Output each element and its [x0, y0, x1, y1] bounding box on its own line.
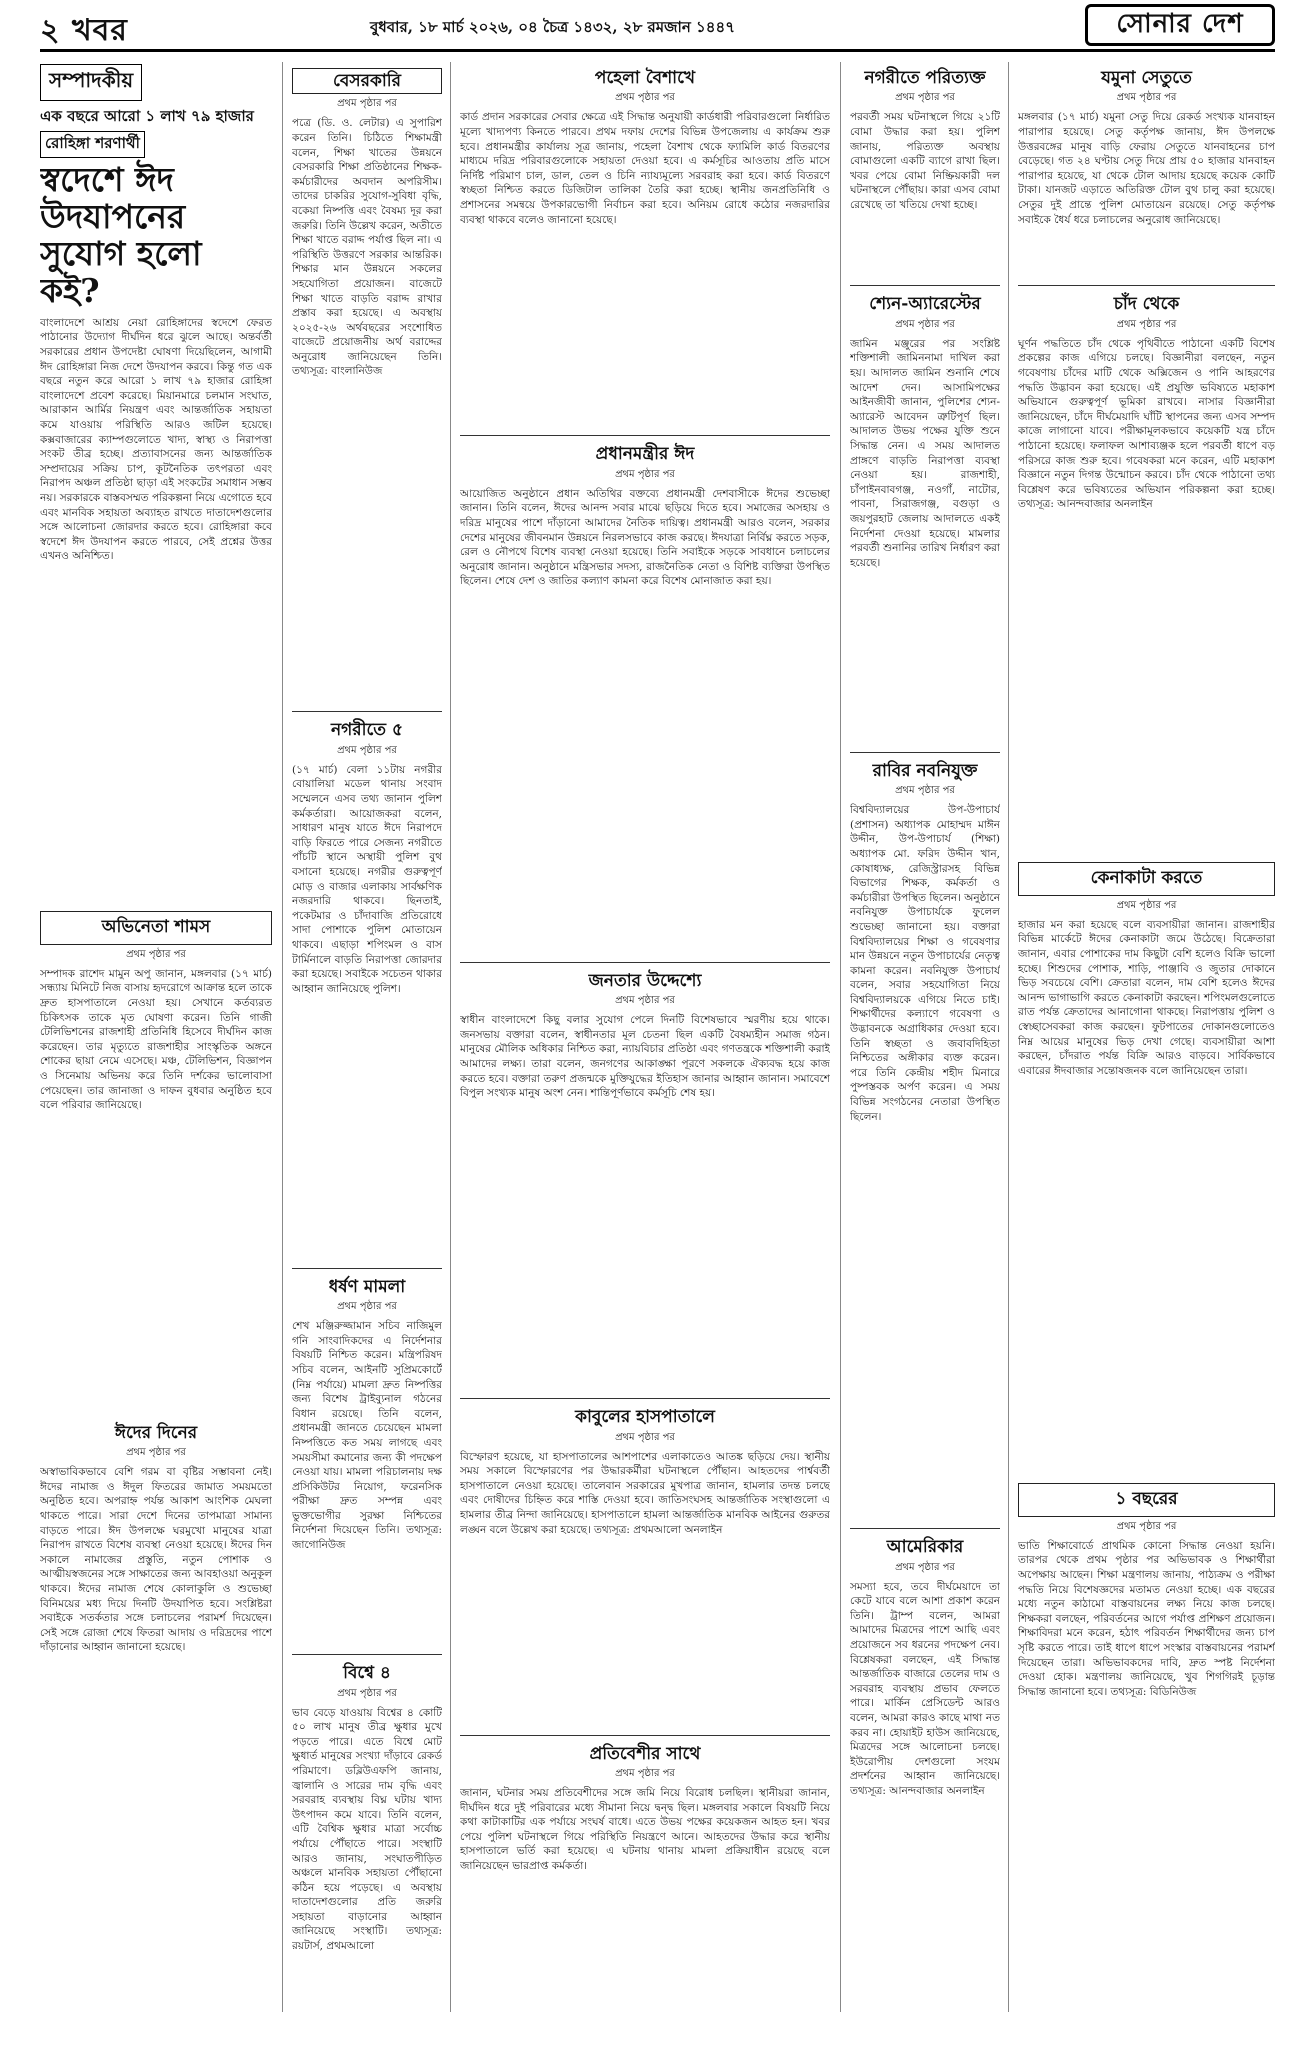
- article-body: শেখ মঞ্জিরুজ্জামান সচিব নাজিমুল গনি সাংবাদিকদের এ নির্দেশনার বিষয়টি নিশ্চিত করেন। মন্ত্রিপরিষদ সচিব বলেন, আইনটি সুপ্রিমকোর্টে (নিম্ন পর্যায়ে) মামলা দ্রুত নিষ্পত্তির জন্য বিশেষ ট্রাইব্যুনাল গঠনের বিধান রয়েছে। তিনি বলেন, প্রধানমন্ত্রী জানতে চেয়েছেন মামলা নিষ্পত্তিতে কত সময় লাগছে এবং সময়সীমা কমানোর জন্য কী পদক্ষেপ নেওয়া যায়। মামলা পরিচালনায় দক্ষ প্রসিকিউটর নিয়োগ, ফরেনসিক পরীক্ষা দ্রুত সম্পন্ন এবং ভুক্তভোগীর সুরক্ষা নিশ্চিতের নির্দেশনা দিয়েছেন তিনি। তথ্যসূত্র: জাগোনিউজ: [292, 1320, 442, 1552]
- article-title: নগরীতে পরিত্যক্ত: [864, 68, 986, 88]
- article-title: ঈদের দিনের: [114, 1422, 198, 1443]
- continued-label: প্রথম পৃষ্ঠার পর: [337, 1687, 397, 1699]
- article-body: ভাব বেড়ে যাওয়ায় বিশ্বের ৪ কোটি ৫০ লাখ মানুষ তীব্র ক্ষুধার মুখে পড়তে পারে। এতে বিশ্বে মোট ক্ষুধার্ত মানুষের সংখ্যা দাঁড়াবে রেকর্ড পরিমাণে। ডব্লিউএফপি জানায়, জ্বালানি ও সারের দাম বৃদ্ধি এবং সরবরাহ ব্যবস্থায় বিঘ্ন ঘটায় খাদ্য উৎপাদন কমে যাবে। তিনি বলেন, এটি বৈশ্বিক ক্ষুধার মাত্রা সর্বোচ্চ পর্যায়ে পৌঁছাতে পারে। সংস্থাটি আরও জানায়, সংঘাতপীড়িত অঞ্চলে মানবিক সহায়তা পৌঁছানো কঠিন হয়ে পড়েছে। এ অবস্থায় দাতাদেশগুলোর প্রতি জরুরি সহায়তা বাড়ানোর আহ্বান জানিয়েছে সংস্থাটি। তথ্যসূত্র: রয়টার্স, প্রথমআলো: [292, 1706, 442, 1953]
- article-body: স্বাধীন বাংলাদেশে কিছু বলার সুযোগ পেলে দিনটি বিশেষভাবে স্মরণীয় হয়ে থাকে। জনসভায় বক্তারা বলেন, স্বাধীনতার মূল চেতনা ছিল একটি বৈষম্যহীন সমাজ গঠন। মানুষের মৌলিক অধিকার নিশ্চিত করা, ন্যায়বিচার প্রতিষ্ঠা এবং গণতন্ত্রকে শক্তিশালী করাই আমাদের লক্ষ্য। তারা বলেন, জনগণের আকাঙ্ক্ষা পূরণে সকলকে ঐক্যবদ্ধ হয়ে কাজ করতে হবে। বক্তারা তরুণ প্রজন্মকে মুক্তিযুদ্ধের ইতিহাস জানার আহ্বান জানান। সমাবেশে বিপুল সংখ্যক মানুষ অংশ নেন। শান্তিপূর্ণভাবে কর্মসূচি শেষ হয়।: [460, 1014, 830, 1100]
- column-4: [850, 62, 1000, 2012]
- article-obhineta: [40, 906, 272, 1417]
- article-pohela: [460, 62, 830, 430]
- article-title: শ্যেন-অ্যারেস্টের: [869, 294, 981, 315]
- continued-label: প্রথম পৃষ্ঠার পর: [126, 948, 186, 960]
- article-title: বেসরকারি: [292, 68, 442, 94]
- continued-label: প্রথম পৃষ্ঠার পর: [126, 1447, 186, 1459]
- continued-label: প্রথম পৃষ্ঠার পর: [895, 92, 955, 104]
- article-title: বিশ্বে ৪: [343, 1663, 391, 1684]
- continued-label: প্রথম পৃষ্ঠার পর: [895, 785, 955, 797]
- article-body: পরবর্তী সময় ঘটনাস্থলে গিয়ে ২১টি বোমা উদ্ধার করা হয়। পুলিশ জানায়, পরিত্যক্ত অবস্থায় বোমাগুলো একটি ব্যাগে রাখা ছিল। খবর পেয়ে বোমা নিষ্ক্রিয়কারী দল ঘটনাস্থলে পৌঁছায়। কারা এসব বোমা রেখেছে তা খতিয়ে দেখা হচ্ছে।: [850, 111, 1000, 211]
- article-bisshe4: [292, 1657, 442, 2012]
- continued-label: প্রথম পৃষ্ঠার পর: [337, 744, 397, 756]
- article-kenakata: [1018, 857, 1275, 1478]
- article-title: পহেলা বৈশাখে: [594, 68, 696, 88]
- continued-label: প্রথম পৃষ্ঠার পর: [1116, 899, 1177, 911]
- article-eid-diner: [40, 1417, 272, 2012]
- article-body: জামিন মঞ্জুরের পর সংশ্লিষ্ট শক্তিশালী জামিননামা দাখিল করা হয়। আদালত জামিন শুনানি শেষে আদেশ দেন। আসামিপক্ষের আইনজীবী জানান, পুলিশের শ্যেন-অ্যারেস্ট আবেদন ত্রুটিপূর্ণ ছিল। আদালত উভয় পক্ষের যুক্তি শুনে সিদ্ধান্ত নেন। এ সময় আদালত প্রাঙ্গণে বাড়তি নিরাপত্তা ব্যবস্থা নেওয়া হয়। রাজশাহী, চাঁপাইনবাবগঞ্জ, নওগাঁ, নাটোর, পাবনা, সিরাজগঞ্জ, বগুড়া ও জয়পুরহাট জেলায় আদালতে একই নির্দেশনা দেওয়া হয়েছে। মামলার পরবর্তী শুনানির তারিখ নির্ধারণ করা হয়েছে।: [850, 337, 1000, 569]
- column-2: [292, 62, 442, 2012]
- column-rule: [840, 62, 841, 2012]
- article-shyen: [850, 288, 1000, 746]
- page-header: [40, 0, 1275, 52]
- column-rule: [450, 62, 451, 2012]
- editorial-box: [40, 62, 272, 906]
- article-title: চাঁদ থেকে: [1113, 294, 1180, 315]
- continued-label: প্রথম পৃষ্ঠার পর: [615, 92, 675, 104]
- article-jomuna: [1018, 62, 1275, 280]
- article-kabul: [460, 1401, 830, 1729]
- article-title: প্রতিবেশীর সাথে: [589, 1743, 701, 1764]
- continued-label: প্রথম পৃষ্ঠার পর: [615, 468, 675, 480]
- article-title: রাবির নবনিযুক্ত: [872, 760, 978, 781]
- article-body: কার্ড প্রদান সরকারের সেবার ক্ষেত্রে এই সিদ্ধান্ত অনুযায়ী কার্ডধারী পরিবারগুলো নির্ধারিত মূল্যে খাদ্যপণ্য কিনতে পারবে। প্রথম দফায় দেশের বিভিন্ন উপজেলায় এ কার্যক্রম শুরু হবে। প্রধানমন্ত্রীর কার্যালয় সূত্র জানায়, পহেলা বৈশাখ থেকে ফ্যামিলি কার্ড বিতরণের মাধ্যমে দরিদ্র পরিবারগুলোকে সহায়তা দেওয়া হবে। এ কর্মসূচির আওতায় প্রতি মাসে নির্দিষ্ট পরিমাণ চাল, ডাল, তেল ও চিনি ন্যায্যমূল্যে সরবরাহ করা হবে। কার্ড বিতরণে স্বচ্ছতা নিশ্চিত করতে ডিজিটাল তালিকা তৈরি করা হচ্ছে। স্থানীয় জনপ্রতিনিধি ও প্রশাসনের সমন্বয়ে উপকারভোগী নির্বাচন করা হবে। অনিয়ম রোধে কঠোর নজরদারির ব্যবস্থা থাকবে বলেও জানানো হয়েছে।: [460, 111, 830, 226]
- article-besorkari: [292, 62, 442, 706]
- continued-label: প্রথম পৃষ্ঠার পর: [895, 318, 955, 330]
- article-body: সম্পাদক রাশেদ মামুন অপু জানান, মঙ্গলবার (১৭ মার্চ) সন্ধ্যায় মিনিটে নিজ বাসায় হৃদরোগে আক্রান্ত হলে তাকে দ্রুত হাসপাতালে নেওয়া হয়। সেখানে কর্তব্যরত চিকিৎসক তাকে মৃত ঘোষণা করেন। তিনি গাজী টেলিভিশনের রাজশাহী প্রতিনিধি হিসেবে দীর্ঘদিন কাজ করেছেন। তার মৃত্যুতে রাজশাহীর সাংস্কৃতিক অঙ্গনে শোকের ছায়া নেমে এসেছে। মঞ্চ, টেলিভিশন, বিজ্ঞাপন ও সিনেমায় অভিনয় করে তিনি দর্শকের ভালোবাসা পেয়েছেন। তার জানাজা ও দাফন বুধবার অনুষ্ঠিত হবে বলে পরিবার জানিয়েছে।: [40, 967, 272, 1112]
- masthead-logo: সোনার দেশ: [1085, 4, 1275, 46]
- article-title: যমুনা সেতুতে: [1101, 68, 1192, 88]
- editorial-body: বাংলাদেশে আশ্রয় নেয়া রোহিঙ্গাদের স্বদেশে ফেরত পাঠানোর উদ্যোগ দীর্ঘদিন ধরে ঝুলে আছে। অন্তর্বর্তী সরকারের প্রধান উপদেষ্টা ঘোষণা দিয়েছিলেন, আগামী ঈদ রোহিঙ্গারা নিজ দেশে উদযাপন করবে। কিন্তু গত এক বছরে নতুন করে আরো ১ লাখ ৭৯ হাজার রোহিঙ্গা বাংলাদেশে প্রবেশ করেছে। মিয়ানমারে চলমান সংঘাত, আরাকান আর্মির নিয়ন্ত্রণ এবং আন্তর্জাতিক সহায়তা কমে যাওয়ায় পরিস্থিতি আরও জটিল হয়েছে। কক্সবাজারের ক্যাম্পগুলোতে খাদ্য, স্বাস্থ্য ও নিরাপত্তা সংকট তীব্র হচ্ছে। প্রত্যাবাসনের জন্য আন্তর্জাতিক সম্প্রদায়ের সক্রিয় চাপ, কূটনৈতিক তৎপরতা এবং নিরাপদ অঞ্চল প্রতিষ্ঠা ছাড়া এই সংকটের সমাধান সম্ভব নয়। সরকারকে বাস্তবসম্মত পরিকল্পনা নিয়ে এগোতে হবে এবং মানবিক সহায়তা অব্যাহত রাখতে দাতাদেশগুলোর সঙ্গে আলোচনা জোরদার করতে হবে। রোহিঙ্গারা কবে স্বদেশে ঈদ উদযাপন করতে পারবে, সেই প্রশ্নের উত্তর এখনও অনিশ্চিত।: [40, 316, 272, 563]
- article-title: ১ বছরের: [1018, 1483, 1275, 1517]
- column-1: [40, 62, 272, 2012]
- article-title: প্রধানমন্ত্রীর ঈদ: [595, 444, 695, 465]
- article-title: অভিনেতা শামস: [40, 911, 272, 945]
- article-protibeshi: [460, 1738, 830, 2012]
- editorial-kicker-1: এক বছরে আরো ১ লাখ ৭৯ হাজার: [40, 107, 254, 125]
- article-body: মঙ্গলবার (১৭ মার্চ) যমুনা সেতু দিয়ে রেকর্ড সংখ্যক যানবাহন পারাপার হয়েছে। সেতু কর্তৃপক্ষ জানায়, ঈদ উপলক্ষে উত্তরবঙ্গের মানুষ বাড়ি ফেরায় সেতুতে যানবাহনের চাপ বেড়েছে। গত ২৪ ঘণ্টায় সেতু দিয়ে প্রায় ৫০ হাজার যানবাহন পারাপার হয়েছে, যা থেকে টোল আদায় হয়েছে কয়েক কোটি টাকা। যানজট এড়াতে অতিরিক্ত টোল বুথ চালু করা হয়েছে। সেতুর দুই প্রান্তে পুলিশ মোতায়েন রয়েছে। সেতু কর্তৃপক্ষ সবাইকে ধৈর্য ধরে চলাচলের অনুরোধ জানিয়েছে।: [1018, 111, 1275, 226]
- article-jonotar: [460, 965, 830, 1393]
- continued-label: প্রথম পৃষ্ঠার পর: [1116, 92, 1177, 104]
- continued-label: প্রথম পৃষ্ঠার পর: [1116, 318, 1177, 330]
- article-title: ধর্ষণ মামলা: [328, 1276, 406, 1297]
- article-title: কাবুলের হাসপাতালে: [575, 1407, 715, 1428]
- article-bochor1: [1018, 1478, 1275, 2012]
- article-body: বিশ্ববিদ্যালয়ের উপ-উপাচার্য (প্রশাসন) অধ্যাপক মোহাম্মদ মাঈন উদ্দীন, উপ-উপাচার্য (শিক্ষা) অধ্যাপক মো. ফরিদ উদ্দীন খান, কোষাধ্যক্ষ, রেজিস্ট্রারসহ বিভিন্ন বিভাগের শিক্ষক, কর্মকর্তা ও কর্মচারীরা উপস্থিত ছিলেন। অনুষ্ঠানে নবনিযুক্ত উপাচার্যকে ফুলেল শুভেচ্ছা জানানো হয়। বক্তারা বিশ্ববিদ্যালয়ের শিক্ষা ও গবেষণার মান উন্নয়নে নতুন উপাচার্যের নেতৃত্ব কামনা করেন। নবনিযুক্ত উপাচার্য বলেন, সবার সহযোগিতা নিয়ে বিশ্ববিদ্যালয়কে এগিয়ে নিতে চাই। শিক্ষার্থীদের কল্যাণে গবেষণা ও উদ্ভাবনকে অগ্রাধিকার দেওয়া হবে। তিনি স্বচ্ছতা ও জবাবদিহিতা নিশ্চিতের অঙ্গীকার ব্যক্ত করেন। পরে তিনি কেন্দ্রীয় শহীদ মিনারে পুষ্পস্তবক অর্পণ করেন। এ সময় বিভিন্ন সংগঠনের নেতারা উপস্থিত ছিলেন।: [850, 804, 1000, 1123]
- continued-label: প্রথম পৃষ্ঠার পর: [1116, 1520, 1177, 1532]
- page-number: ২ খবর: [40, 13, 128, 48]
- article-body: অস্বাভাবিকভাবে বেশি গরম বা বৃষ্টির সম্ভাবনা নেই। ঈদের নামাজ ও ঈদুল ফিতরের জামাত সময়মতো অনুষ্ঠিত হবে। অপরাহ্ন পর্যন্ত আকাশ আংশিক মেঘলা থাকতে পারে। সারা দেশে দিনের তাপমাত্রা সামান্য বাড়তে পারে। ঈদ উপলক্ষে ঘরমুখো মানুষের যাত্রা নিরাপদ রাখতে বিশেষ ব্যবস্থা নেওয়া হয়েছে। ঈদের দিন সকালে নামাজের প্রস্তুতি, নতুন পোশাক ও আত্মীয়স্বজনের সঙ্গে সাক্ষাতের জন্য আবহাওয়া অনুকূল থাকবে। ঈদের নামাজ শেষে কোলাকুলি ও শুভেচ্ছা বিনিময়ের মধ্য দিয়ে দিনটি উদযাপিত হবে। সংশ্লিষ্টরা সবাইকে সতর্কতার সঙ্গে চলাচলের পরামর্শ দিয়েছেন। সেই সঙ্গে রোজা শেষে ফিতরা আদায় ও দরিদ্রদের পাশে দাঁড়ানোর আহ্বান জানানো হয়েছে।: [40, 1466, 272, 1654]
- article-title: কেনাকাটা করতে: [1018, 862, 1275, 896]
- article-body: আয়োজিত অনুষ্ঠানে প্রধান অতিথির বক্তব্যে প্রধানমন্ত্রী দেশবাসীকে ঈদের শুভেচ্ছা জানান। তিনি বলেন, ঈদের আনন্দ সবার মাঝে ছড়িয়ে দিতে হবে। সমাজের অসহায় ও দরিদ্র মানুষের পাশে দাঁড়ানো আমাদের নৈতিক দায়িত্ব। প্রধানমন্ত্রী আরও বলেন, সরকার দেশের মানুষের জীবনমান উন্নয়নে নিরলসভাবে কাজ করছে। ঈদযাত্রা নির্বিঘ্ন করতে সড়ক, রেল ও নৌপথে বিশেষ ব্যবস্থা নেওয়া হয়েছে। তিনি সবাইকে সড়কে সাবধানে চলাচলের অনুরোধ জানান। অনুষ্ঠানে মন্ত্রিসভার সদস্য, রাজনৈতিক নেতা ও বিশিষ্ট ব্যক্তিরা উপস্থিত ছিলেন। শেষে দেশ ও জাতির কল্যাণ কামনা করে বিশেষ মোনাজাত করা হয়।: [460, 487, 830, 588]
- article-chand: [1018, 288, 1275, 856]
- article-title: জনতার উদ্দেশ্যে: [588, 970, 702, 991]
- editorial-title: স্বদেশে ঈদ উদযাপনের সুযোগ হলো কই?: [40, 160, 202, 310]
- article-pradhanmantri: [460, 438, 830, 956]
- column-rule: [282, 62, 283, 2012]
- article-rabi: [850, 755, 1000, 1523]
- article-title: নগরীতে ৫: [330, 720, 404, 741]
- article-body: জানান, ঘটনার সময় প্রতিবেশীদের সঙ্গে জমি নিয়ে বিরোধ চলছিল। স্থানীয়রা জানান, দীর্ঘদিন ধরে দুই পরিবারের মধ্যে সীমানা নিয়ে দ্বন্দ্ব ছিল। মঙ্গলবার সকালে বিষয়টি নিয়ে কথা কাটাকাটির এক পর্যায়ে সংঘর্ষ বাধে। এতে উভয় পক্ষের কয়েকজন আহত হন। খবর পেয়ে পুলিশ ঘটনাস্থলে গিয়ে পরিস্থিতি নিয়ন্ত্রণে আনে। আহতদের উদ্ধার করে স্থানীয় হাসপাতালে ভর্তি করা হয়েছে। এ ঘটনায় থানায় মামলা প্রক্রিয়াধীন রয়েছে বলে জানিয়েছেন ভারপ্রাপ্ত কর্মকর্তা।: [460, 1786, 830, 1872]
- editorial-badge: সম্পাদকীয়: [40, 64, 142, 101]
- editorial-kicker-2: রোহিঙ্গা শরণার্থী: [40, 131, 145, 158]
- article-body: হাজার মন করা হয়েছে বলে ব্যবসায়ীরা জানান। রাজশাহীর বিভিন্ন মার্কেটে ঈদের কেনাকাটা জমে উঠেছে। বিক্রেতারা জানান, এবার পোশাকের দাম কিছুটা বেশি হলেও বিক্রি ভালো হচ্ছে। শিশুদের পোশাক, শাড়ি, পাঞ্জাবি ও জুতার দোকানে ভিড় সবচেয়ে বেশি। ক্রেতারা বলেন, দাম বেশি হলেও ঈদের আনন্দ ভাগাভাগি করতে কেনাকাটা করছেন। শপিংমলগুলোতে রাত পর্যন্ত ক্রেতাদের আনাগোনা থাকছে। নিরাপত্তায় পুলিশ ও স্বেচ্ছাসেবকরা কাজ করছেন। ফুটপাতের দোকানগুলোতেও নিম্ন আয়ের মানুষের ভিড় দেখা গেছে। ব্যবসায়ীরা আশা করছেন, চাঁদরাত পর্যন্ত বিক্রি আরও বাড়বে। সার্বিকভাবে এবারের ঈদবাজার সন্তোষজনক বলে জানিয়েছেন তারা।: [1018, 918, 1275, 1077]
- article-body: ভাতি শিক্ষাবোর্ডে প্রাথমিক কোনো সিদ্ধান্ত নেওয়া হয়নি। তারপর থেকে প্রথম পৃষ্ঠার পর অভিভাবক ও শিক্ষার্থীরা অপেক্ষায় আছেন। শিক্ষা মন্ত্রণালয় জানায়, পাঠ্যক্রম ও পরীক্ষা পদ্ধতি নিয়ে বিশেষজ্ঞদের মতামত নেওয়া হচ্ছে। এক বছরের মধ্যে নতুন কাঠামো বাস্তবায়নের লক্ষ্য নিয়ে কাজ চলছে। শিক্ষকরা বলছেন, পরিবর্তনের আগে পর্যাপ্ত প্রশিক্ষণ প্রয়োজন। শিক্ষাবিদরা মনে করেন, হঠাৎ পরিবর্তন শিক্ষার্থীদের জন্য চাপ সৃষ্টি করতে পারে। তাই ধাপে ধাপে সংস্কার বাস্তবায়নের পরামর্শ দিয়েছেন তারা। অভিভাবকদের দাবি, দ্রুত স্পষ্ট নির্দেশনা দেওয়া হোক। মন্ত্রণালয় জানিয়েছে, খুব শিগগিরই চূড়ান্ত সিদ্ধান্ত জানানো হবে। তথ্যসূত্র: বিডিনিউজ: [1018, 1539, 1275, 1698]
- continued-label: প্রথম পৃষ্ঠার পর: [615, 1767, 675, 1779]
- article-title: আমেরিকার: [886, 1537, 964, 1558]
- article-body: বিস্ফোরণ হয়েছে, যা হাসপাতালের আশপাশের এলাকাতেও আতঙ্ক ছড়িয়ে দেয়। স্থানীয় সময় সকালে বিস্ফোরণের পর উদ্ধারকর্মীরা ঘটনাস্থলে পৌঁছান। আহতদের পার্শ্ববর্তী হাসপাতালে নেওয়া হয়েছে। তালেবান সরকারের মুখপাত্র জানান, হামলার তদন্ত চলছে এবং দোষীদের চিহ্নিত করে শাস্তি দেওয়া হবে। জাতিসংঘসহ আন্তর্জাতিক সংস্থাগুলো এ হামলার তীব্র নিন্দা জানিয়েছে। হাসপাতালে হামলা আন্তর্জাতিক মানবিক আইনের গুরুতর লঙ্ঘন বলে উল্লেখ করা হয়েছে। তথ্যসূত্র: প্রথমআলো অনলাইন: [460, 1450, 830, 1536]
- continued-label: প্রথম পৃষ্ঠার পর: [895, 1561, 955, 1573]
- continued-label: প্রথম পৃষ্ঠার পর: [615, 995, 675, 1007]
- article-america: [850, 1531, 1000, 2012]
- article-dhorshon: [292, 1271, 442, 1649]
- article-body: সমস্যা হবে, তবে দীর্ঘমেয়াদে তা কেটে যাবে বলে আশা প্রকাশ করেন তিনি। ট্রাম্প বলেন, আমরা আমাদের মিত্রদের পাশে আছি এবং প্রয়োজনে সব ধরনের পদক্ষেপ নেব। বিশ্লেষকরা বলছেন, এই সিদ্ধান্ত আন্তর্জাতিক বাজারে তেলের দাম ও সরবরাহ ব্যবস্থায় প্রভাব ফেলতে পারে। মার্কিন প্রেসিডেন্ট আরও বলেন, আমরা কারও কাছে মাথা নত করব না। হোয়াইট হাউস জানিয়েছে, মিত্রদের সঙ্গে আলোচনা চলছে। ইউরোপীয় দেশগুলো সংযম প্রদর্শনের আহ্বান জানিয়েছে। তথ্যসূত্র: আনন্দবাজার অনলাইন: [850, 1580, 1000, 1797]
- continued-label: প্রথম পৃষ্ঠার পর: [615, 1431, 675, 1443]
- article-norati5: [292, 714, 442, 1262]
- date-line: বুধবার, ১৮ মার্চ ২০২৬, ০৪ চৈত্র ১৪৩২, ২৮ রমজান ১৪৪৭: [370, 18, 736, 36]
- column-3: [460, 62, 830, 2012]
- article-body: ঘূর্ণন পদ্ধতিতে চাঁদ থেকে পৃথিবীতে পাঠানো একটি বিশেষ প্রকল্পের কাজ এগিয়ে চলছে। বিজ্ঞানীরা বলছেন, নতুন গবেষণায় চাঁদের মাটি থেকে অক্সিজেন ও পানি আহরণের পদ্ধতি উদ্ভাবন করা হয়েছে। এই প্রযুক্তি ভবিষ্যতে মহাকাশ অভিযানে গুরুত্বপূর্ণ ভূমিকা রাখবে। নাসার বিজ্ঞানীরা জানিয়েছেন, চাঁদে দীর্ঘমেয়াদি ঘাঁটি স্থাপনের জন্য এসব সম্পদ কাজে লাগানো যাবে। পরীক্ষামূলকভাবে কয়েকটি যন্ত্র চাঁদে পাঠানো হয়েছে। ফলাফল আশাব্যঞ্জক হলে পরবর্তী ধাপে বড় পরিসরে কাজ শুরু হবে। গবেষকরা মনে করেন, এটি মহাকাশ বিজ্ঞানে নতুন দিগন্ত উন্মোচন করবে। চাঁদ থেকে পাঠানো তথ্য বিশ্লেষণ করে ভবিষ্যতের অভিযান পরিকল্পনা করা হচ্ছে। তথ্যসূত্র: আনন্দবাজার অনলাইন: [1018, 337, 1275, 511]
- article-norite-porityokto: [850, 62, 1000, 280]
- article-body: (১৭ মার্চ) বেলা ১১টায় নগরীর বোয়ালিয়া মডেল থানায় সংবাদ সম্মেলনে এসব তথ্য জানান পুলিশ কর্মকর্তারা। আয়োজকরা বলেন, সাধারণ মানুষ যাতে ঈদে নিরাপদে বাড়ি ফিরতে পারে সেজন্য নগরীতে পাঁচটি স্থানে অস্থায়ী পুলিশ বুথ বসানো হয়েছে। নগরীর গুরুত্বপূর্ণ মোড় ও বাজার এলাকায় সার্বক্ষণিক নজরদারি থাকবে। ছিনতাই, পকেটমার ও চাঁদাবাজি প্রতিরোধে সাদা পোশাকে পুলিশ মোতায়েন থাকবে। এছাড়া শপিংমল ও বাস টার্মিনালে বাড়তি নিরাপত্তা জোরদার করা হয়েছে। সবাইকে সচেতন থাকার আহ্বান জানিয়েছে পুলিশ।: [292, 763, 442, 995]
- continued-label: প্রথম পৃষ্ঠার পর: [337, 1301, 397, 1313]
- column-rule: [1008, 62, 1009, 2012]
- column-5: [1018, 62, 1275, 2012]
- article-body: পত্রে (ডি. ও. লেটার) এ সুপারিশ করেন তিনি। চিঠিতে শিক্ষামন্ত্রী বলেন, শিক্ষা খাতের উন্নয়নে বেসরকারি শিক্ষা প্রতিষ্ঠানের শিক্ষক-কর্মচারীদের অবদান অপরিসীম। তাদের চাকরির সুযোগ-সুবিধা বৃদ্ধি, বকেয়া নিষ্পত্তি এবং বৈষম্য দূর করা জরুরি। তিনি উল্লেখ করেন, অতীতে শিক্ষা খাতে বরাদ্দ পর্যাপ্ত ছিল না। এ পরিস্থিতি উত্তরণে সরকার আন্তরিক। শিক্ষার মান উন্নয়নে সকলের সহযোগিতা প্রয়োজন। বাজেটে শিক্ষা খাতে বাড়তি বরাদ্দ রাখার প্রস্তাব করা হয়েছে। এ অবস্থায় ২০২৫-২৬ অর্থবছরের সংশোধিত বাজেটে প্রয়োজনীয় অর্থ বরাদ্দের অনুরোধ জানিয়েছেন তিনি। তথ্যসূত্র: বাংলানিউজ: [292, 117, 442, 378]
- continued-label: প্রথম পৃষ্ঠার পর: [337, 98, 397, 110]
